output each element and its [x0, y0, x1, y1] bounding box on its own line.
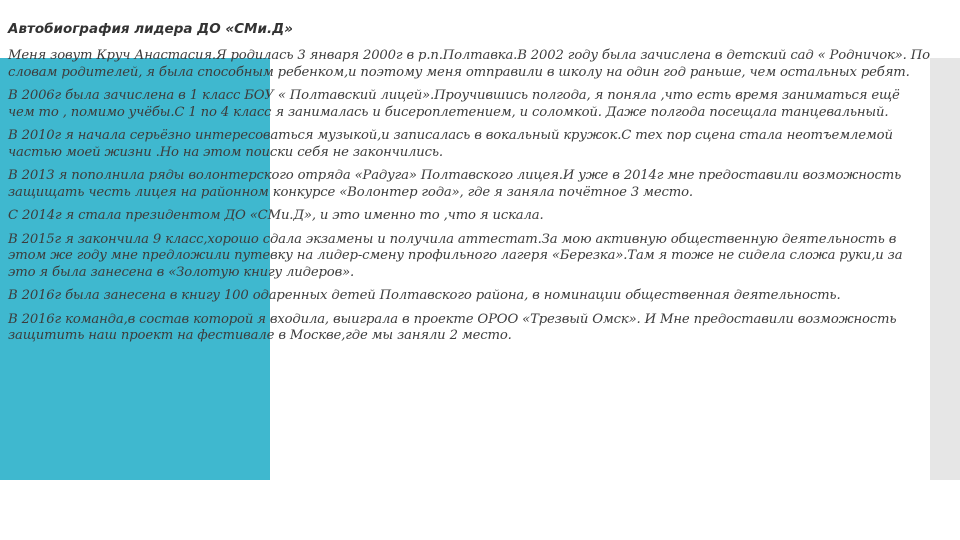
paragraph-graduation: В 2015г я закончила 9 класс,хорошо сдала экзамены и получила аттестат.За мою активную общественную деятельность в этом же году мне предложили путевку на лидер-смену профильного лагеря «Березка».Там я тоже не сидела сложа руки,и за это я была занесена в «Золотую книгу лидеров».: [8, 231, 903, 280]
slide-content: [8, 20, 930, 352]
paragraph-school: В 2006г была зачислена в 1 класс БОУ « Полтавский лицей».Проучившись полгода, я поняла ,что есть время заниматься ещё чем то , помимо учёбы.С 1 по 4 класс я занималась и бисероплетением, и соломкой. Даже полгода посещала танцевальный.: [8, 88, 900, 120]
paragraph-project: В 2016г команда,в состав которой я входила, выиграла в проекте ОРОО «Трезвый Омск». И Мне предоставили возможность защитить наш проект на фестивале в Москве,где мы заняли 2 место.: [8, 311, 897, 343]
paragraph-birth: Меня зовут Круч Анастасия.Я родилась 3 января 2000г в р.п.Полтавка.В 2002 году была зачислена в детский сад « Родничок». По словам родителей, я была способным ребенком,и поэтому меня отправили в школу на один год раньше, чем остальных ребят.: [8, 48, 930, 80]
paragraph-volunteer: В 2013 я пополнила ряды волонтерского отряда «Радуга» Полтавского лицея.И уже в 2014г мне предоставили возможность защищать честь лицея на районном конкурсе «Волонтер года», где я заняла почётное 3 место.: [8, 168, 902, 200]
paragraph-gifted-book: В 2016г была занесена в книгу 100 одаренных детей Полтавского района, в номинации общественная деятельность.: [8, 288, 841, 303]
paragraph-music: В 2010г я начала серьёзно интересоваться музыкой,и записалась в вокальный кружок.С тех пор сцена стала неотъемлемой частью моей жизни .Но на этом поиски себя не закончились.: [8, 128, 893, 160]
page-title: Автобиография лидера ДО «СМи.Д»: [8, 21, 293, 37]
decorative-side-strip: [930, 58, 960, 480]
paragraph-president: С 2014г я стала президентом ДО «СМи.Д», и это именно то ,что я искала.: [8, 208, 544, 223]
